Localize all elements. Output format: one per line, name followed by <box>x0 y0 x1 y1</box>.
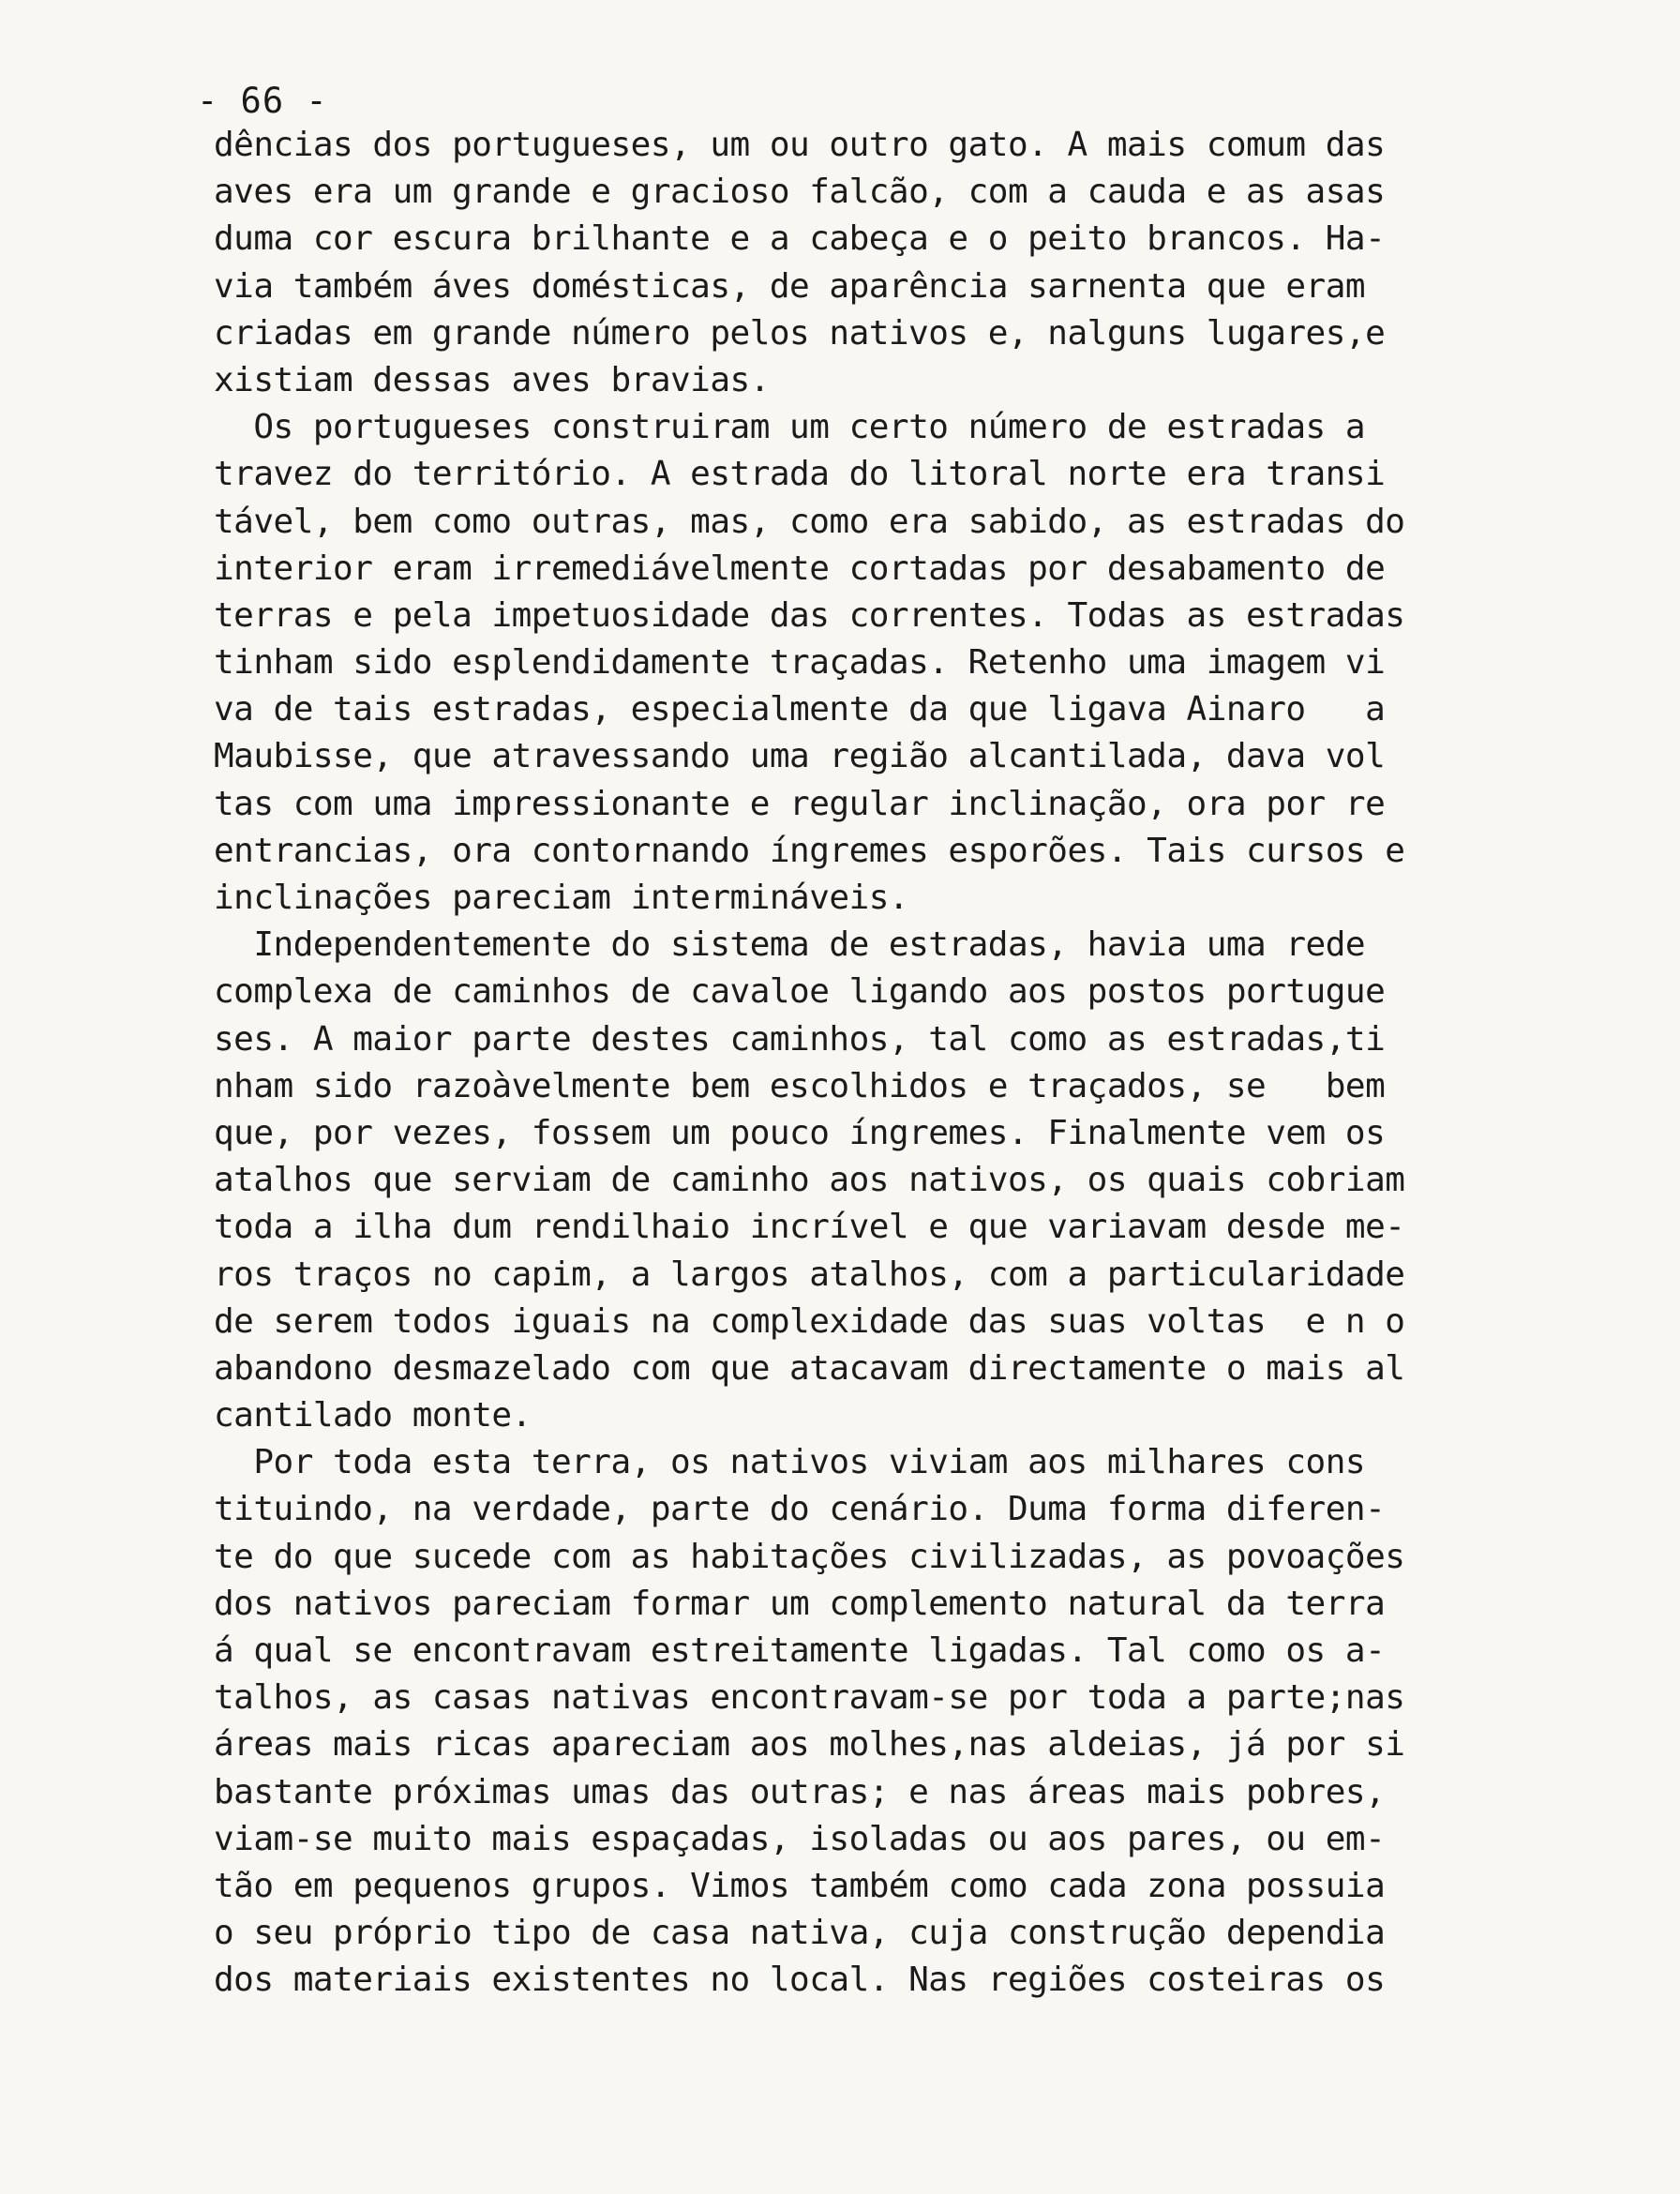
text-line: talhos, as casas nativas encontravam-se por toda a parte;nas <box>214 1678 1405 1718</box>
text-line: Maubisse, que atravessando uma região alcantilada, dava vol <box>214 737 1386 776</box>
text-line: atalhos que serviam de caminho aos nativos, os quais cobriam <box>214 1161 1405 1200</box>
text-line: Os portugueses construiram um certo número de estradas a <box>214 408 1366 447</box>
text-line: ses. A maior parte destes caminhos, tal como as estradas,ti <box>214 1019 1386 1059</box>
text-line: inclinações pareciam intermináveis. <box>214 879 909 917</box>
text-line: tinham sido esplendidamente traçadas. Retenho uma imagem vi <box>214 643 1386 683</box>
text-line: terras e pela impetuosidade das correntes. Todas as estradas <box>214 595 1405 635</box>
text-line: te do que sucede com as habitações civilizadas, as povoações <box>214 1537 1405 1576</box>
text-line: Independentemente do sistema de estradas, havia uma rede <box>214 925 1366 965</box>
text-line: Por toda esta terra, os nativos viviam aos milhares cons <box>214 1443 1366 1482</box>
text-line: complexa de caminhos de cavaloe ligando aos postos portugue <box>214 972 1386 1012</box>
text-line: que, por vezes, fossem um pouco íngremes. Finalmente vem os <box>214 1113 1386 1152</box>
page-number: - 66 - <box>197 81 328 121</box>
text-line: cantilado monte. <box>214 1396 532 1435</box>
text-line: aves era um grande e gracioso falcão, com a cauda e as asas <box>214 173 1386 212</box>
text-line: o seu próprio tipo de casa nativa, cuja construção dependia <box>214 1914 1386 1953</box>
text-line: va de tais estradas, especialmente da que ligava Ainaro a <box>214 690 1386 729</box>
text-line: de serem todos iguais na complexidade das suas voltas e n o <box>214 1301 1405 1341</box>
text-line: travez do território. A estrada do litoral norte era transi <box>214 455 1386 494</box>
text-line: dos materiais existentes no local. Nas regiões costeiras os <box>214 1961 1386 2000</box>
text-line: tável, bem como outras, mas, como era sabido, as estradas do <box>214 502 1405 541</box>
text-line: dências dos portugueses, um ou outro gato. A mais comum das <box>214 126 1386 164</box>
text-line: áreas mais ricas apareciam aos molhes,nas aldeias, já por si <box>214 1725 1405 1765</box>
text-line: interior eram irremediávelmente cortadas por desabamento de <box>214 548 1386 588</box>
text-line: nham sido razoàvelmente bem escolhidos e traçados, se bem <box>214 1066 1386 1105</box>
text-line: entrancias, ora contornando íngremes esporões. Tais cursos e <box>214 831 1405 870</box>
text-line: dos nativos pareciam formar um complemento natural da terra <box>214 1584 1386 1623</box>
text-line: criadas em grande número pelos nativos e, nalguns lugares,e <box>214 313 1386 353</box>
text-line: ros traços no capim, a largos atalhos, com a particularidade <box>214 1255 1405 1294</box>
text-line: tituindo, na verdade, parte do cenário. Duma forma diferen- <box>214 1490 1386 1529</box>
text-line: tas com uma impressionante e regular inclinação, ora por re <box>214 784 1386 823</box>
text-line: duma cor escura brilhante e a cabeça e o peito brancos. Ha- <box>214 219 1386 259</box>
body-text <box>214 122 1611 2005</box>
text-line: via também áves domésticas, de aparência sarnenta que eram <box>214 266 1366 306</box>
text-line: xistiam dessas aves bravias. <box>214 360 770 399</box>
text-line: á qual se encontravam estreitamente ligadas. Tal como os a- <box>214 1631 1386 1670</box>
text-line: bastante próximas umas das outras; e nas áreas mais pobres, <box>214 1772 1386 1811</box>
text-line: viam-se muito mais espaçadas, isoladas ou aos pares, ou em- <box>214 1819 1386 1858</box>
text-line: tão em pequenos grupos. Vimos também como cada zona possuia <box>214 1866 1386 1905</box>
text-line: abandono desmazelado com que atacavam directamente o mais al <box>214 1348 1405 1388</box>
text-line: toda a ilha dum rendilhaio incrível e que variavam desde me- <box>214 1208 1405 1247</box>
